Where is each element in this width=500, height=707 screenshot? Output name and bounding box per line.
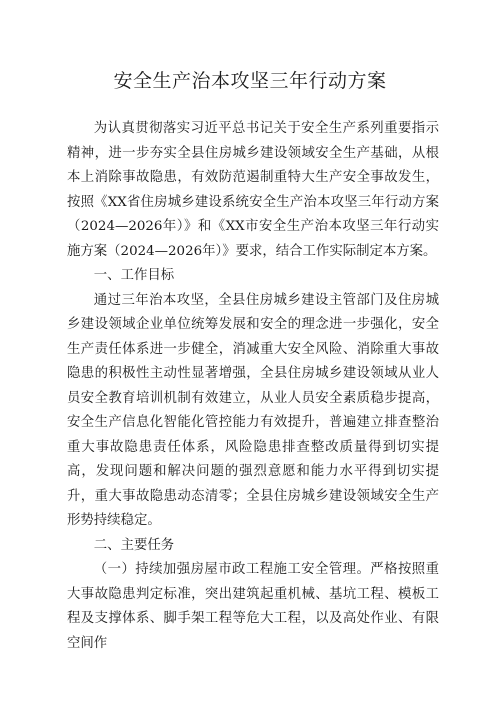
document-title: 安全生产治本攻坚三年行动方案 [113,70,387,92]
section-heading-goals: 一、工作目标 [93,268,175,283]
intro-paragraph: 为认真贯彻落实习近平总书记关于安全生产系列重要指示精神，进一步夯实全县住房城乡建设领域安全生产基础，从根本上消除事故隐患，有效防范遏制重特大生产安全事故发生，按照《XX省住房城乡建设系统安全生产治本攻坚三年行动方案（2024—2026年）》和《XX市安全生产治本攻坚三年行动实施方案（2024—2026年）》要求，结合工作实际制定本方案。 [67,121,439,259]
goals-paragraph: 通过三年治本攻坚，全县住房城乡建设主管部门及住房城乡建设领域企业单位统筹发展和安全的理念进一步强化，安全生产责任体系进一步健全，消减重大安全风险、消除重大事故隐患的积极性主动性显著增强，全县住房城乡建设领域从业人员安全教育培训机制有效建立，从业人员安全素质稳步提高，安全生产信息化智能化管控能力有效提升，普遍建立排查整治重大事故隐患责任体系，风险隐患排查整改质量得到切实提高，发现问题和解决问题的强烈意愿和能力水平得到切实提升，重大事故隐患动态清零；全县住房城乡建设领域安全生产形势持续稳定。 [67,292,439,528]
document-body [67,117,439,656]
task-paragraph-1: （一）持续加强房屋市政工程施工安全管理。严格按照重大事故隐患判定标准，突出建筑起重机械、基坑工程、模板工程及支撑体系、脚手架工程等危大工程，以及高处作业、有限空间作 [67,562,439,651]
section-heading-tasks: 二、主要任务 [93,537,175,553]
